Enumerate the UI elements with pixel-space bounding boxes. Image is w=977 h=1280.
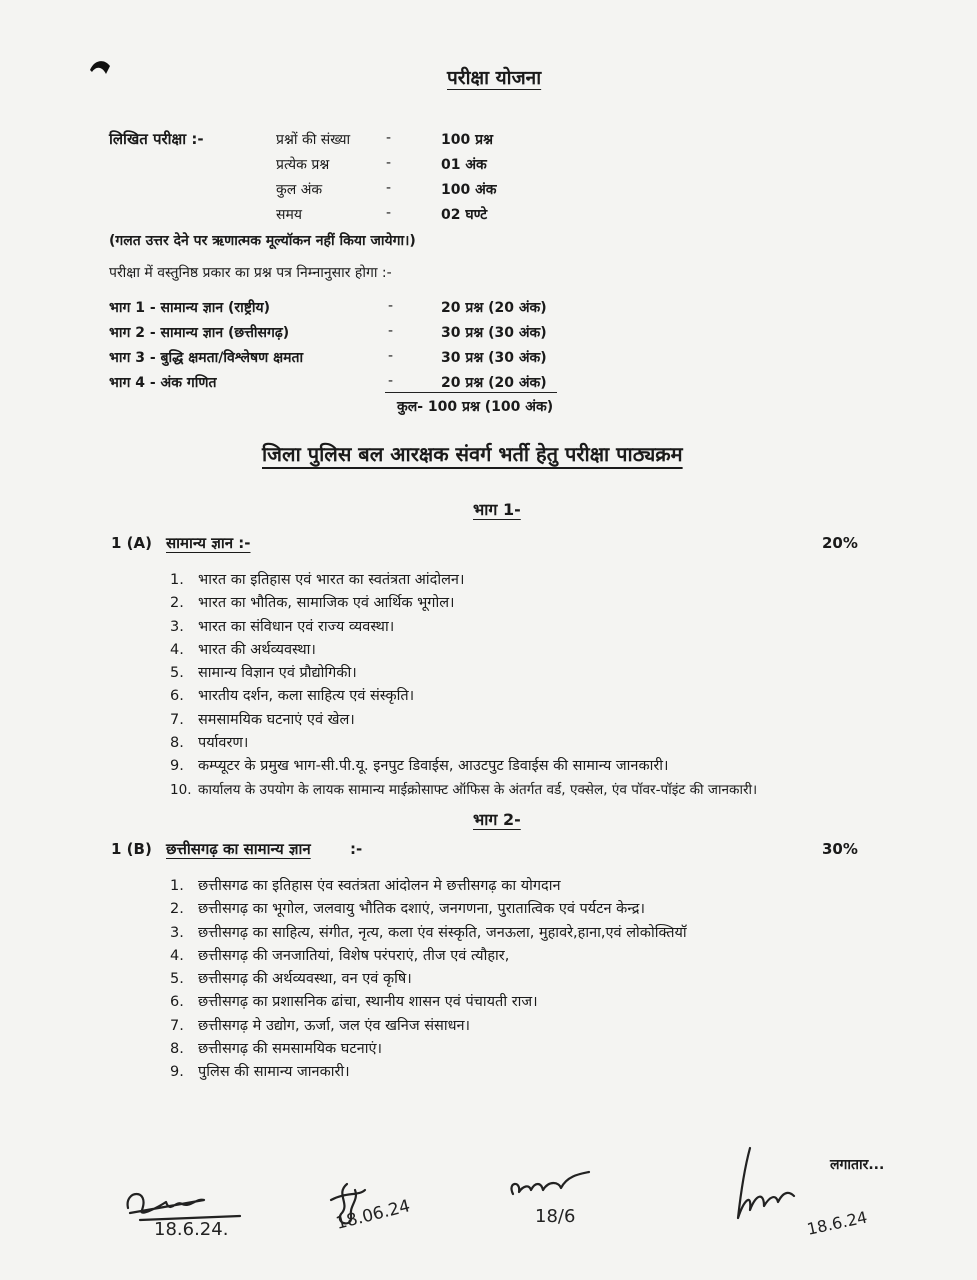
list-item: 4. छत्तीसगढ़ की जनजातियां, विशेष परंपराएं, तीज एवं त्यौहार, [170, 947, 510, 964]
part-value: 30 प्रश्न (30 अंक) [441, 350, 547, 366]
section2-name-suffix: :- [350, 840, 363, 858]
exam-row-value: 02 घण्टे [441, 207, 488, 223]
pattern-note: परीक्षा में वस्तुनिष्ठ प्रकार का प्रश्न पत्र निम्नानुसार होगा :- [109, 265, 392, 281]
signature-4 [730, 1140, 900, 1240]
signature-date: 18.06.24 [333, 1196, 413, 1234]
part-label: भाग 1 - सामान्य ज्ञान (राष्ट्रीय) [109, 300, 271, 316]
list-item: 1. भारत का इतिहास एवं भारत का स्वतंत्रता आंदोलन। [170, 572, 465, 588]
list-item: 7. छत्तीसगढ़ मे उद्योग, ऊर्जा, जल एंव खनिज संसाधन। [170, 1017, 471, 1034]
list-item: 3. भारत का संविधान एवं राज्य व्यवस्था। [170, 618, 395, 635]
section2-list [170, 875, 687, 1085]
list-item: 5. सामान्य विज्ञान एवं प्रौद्योगिकी। [170, 665, 357, 682]
exam-row-dash: - [386, 180, 392, 196]
part-dash: - [388, 298, 394, 314]
scan-mark [86, 56, 116, 80]
syllabus-title: जिला पुलिस बल आरक्षक संवर्ग भर्ती हेतु परीक्षा पाठ्यक्रम [262, 442, 683, 466]
part-value: 20 प्रश्न (20 अंक) [441, 375, 547, 391]
section2-code: 1 (B) [111, 840, 152, 858]
list-item: 9. कम्प्यूटर के प्रमुख भाग-सी.पी.यू. इनपुट डिवाईस, आउटपुट डिवाईस की सामान्य जानकारी। [170, 758, 669, 775]
page-title: परीक्षा योजना [447, 67, 542, 89]
exam-row-dash: - [386, 155, 392, 171]
list-item: 5. छत्तीसगढ़ की अर्थव्यवस्था, वन एवं कृषि। [170, 971, 412, 988]
negative-marking-note: (गलत उत्तर देने पर ऋणात्मक मूल्यॉकन नहीं किया जायेगा।) [109, 233, 416, 249]
part-label: भाग 3 - बुद्धि क्षमता/विश्लेषण क्षमता [109, 350, 304, 366]
exam-row-label: प्रत्येक प्रश्न [276, 157, 330, 173]
signature-date: 18/6 [535, 1206, 576, 1227]
section2-percent: 30% [822, 840, 858, 858]
list-item: 1. छत्तीसगढ का इतिहास एंव स्वतंत्रता आंदोलन मे छत्तीसगढ़ का योगदान [170, 878, 561, 894]
exam-row-label: समय [276, 207, 302, 223]
signature-date: 18.6.24. [154, 1219, 229, 1240]
exam-row-dash: - [386, 130, 392, 146]
exam-row-label: कुल अंक [276, 182, 323, 198]
list-item: 8. पर्यावरण। [170, 735, 249, 752]
list-item: 6. भारतीय दर्शन, कला साहित्य एवं संस्कृति। [170, 688, 415, 705]
section2-name: छत्तीसगढ़ का सामान्य ज्ञान [166, 840, 311, 858]
part-label: भाग 2 - सामान्य ज्ञान (छत्तीसगढ़) [109, 325, 290, 341]
section1-name: सामान्य ज्ञान :- [166, 534, 251, 552]
part-dash: - [388, 323, 394, 339]
section2-heading: भाग 2- [473, 810, 521, 829]
exam-row-label: प्रश्नों की संख्या [276, 132, 351, 148]
exam-row-dash: - [386, 205, 392, 221]
part-dash: - [388, 348, 394, 364]
signature-date: 18.6.24 [805, 1207, 869, 1239]
list-item: 3. छत्तीसगढ़ का साहित्य, संगीत, नृत्य, कला एंव संस्कृति, जनऊला, मुहावरे,हाना,एवं लोकोक्तियॉ [170, 924, 687, 941]
list-item: 2. छत्तीसगढ़ का भूगोल, जलवायु भौतिक दशाएं, जनगणना, पुरातात्विक एवं पर्यटन केन्द्र। [170, 901, 645, 918]
list-item: 10. कार्यालय के उपयोग के लायक सामान्य माईक्रोसाफ्ट ऑफिस के अंतर्गत वर्ड, एक्सेल, एंव पॉवर-पॉइंट की जानकारी। [170, 781, 758, 798]
exam-row-value: 100 प्रश्न [441, 132, 493, 148]
section1-heading: भाग 1- [473, 500, 521, 519]
list-item: 7. समसामयिक घटनाएं एवं खेल। [170, 711, 355, 728]
section1-code: 1 (A) [111, 534, 152, 552]
total-rule [385, 392, 557, 393]
exam-row-value: 01 अंक [441, 157, 487, 173]
part-value: 30 प्रश्न (30 अंक) [441, 325, 547, 341]
list-item: 8. छत्तीसगढ़ की समसामयिक घटनाएं। [170, 1041, 382, 1058]
section1-percent: 20% [822, 534, 858, 552]
part-dash: - [388, 373, 394, 389]
exam-row-value: 100 अंक [441, 182, 497, 198]
written-exam-label: लिखित परीक्षा :- [109, 130, 204, 148]
list-item: 2. भारत का भौतिक, सामाजिक एवं आर्थिक भूगोल। [170, 595, 455, 612]
list-item: 4. भारत की अर्थव्यवस्था। [170, 641, 316, 658]
signature-1 [120, 1180, 270, 1240]
section1-list [170, 569, 757, 802]
total-line: कुल- 100 प्रश्न (100 अंक) [397, 399, 554, 415]
list-item: 6. छत्तीसगढ़ का प्रशासनिक ढांचा, स्थानीय शासन एवं पंचायती राज। [170, 994, 538, 1011]
continued-label: लगातार... [830, 1157, 885, 1173]
part-value: 20 प्रश्न (20 अंक) [441, 300, 547, 316]
signature-2 [325, 1170, 435, 1240]
list-item: 9. पुलिस की सामान्य जानकारी। [170, 1064, 350, 1081]
signature-3 [505, 1160, 605, 1230]
part-label: भाग 4 - अंक गणित [109, 375, 217, 391]
